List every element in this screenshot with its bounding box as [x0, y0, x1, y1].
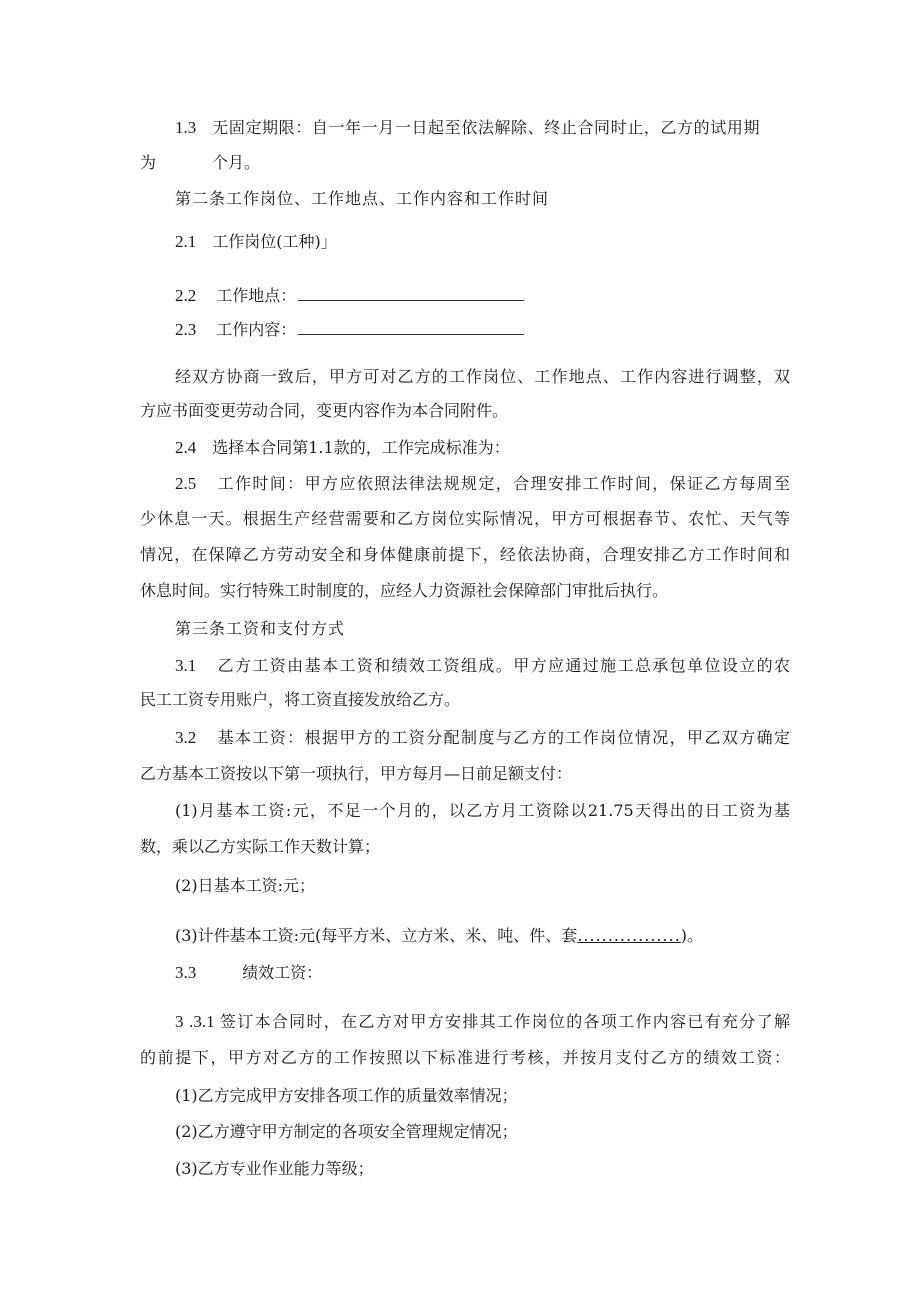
clause-3-1-line-1: [175, 655, 790, 677]
clause-3-3-1-line-2: 的前提下，甲方对乙方的工作按照以下标准进行考核，并按月支付乙方的绩效工资：: [140, 1048, 790, 1067]
clause-1-3-continuation: [140, 152, 790, 174]
clause-number: 3.1: [175, 656, 197, 675]
clause-3-3-1-line-1: [175, 1011, 790, 1033]
criterion-3: (3)乙方专业作业能力等级；: [175, 1159, 374, 1178]
work-content-blank: [298, 318, 524, 335]
criterion-1: (1)乙方完成甲方安排各项工作的质量效率情况；: [175, 1086, 518, 1105]
article-3-title: 第三条工资和支付方式: [175, 619, 346, 638]
criterion-2: (2)乙方遵守甲方制定的各项安全管理规定情况；: [175, 1122, 518, 1141]
clause-number: 3.3: [175, 963, 197, 982]
clause-text: 选择本合同第1.1款的，工作完成标准为：: [212, 438, 510, 457]
work-location-blank: [298, 284, 524, 301]
clause-text: 工作地点：: [216, 286, 297, 305]
item-1-line-1: (1)月基本工资:元，不足一个月的，以乙方月工资除以21.75天得出的日工资为基: [175, 801, 790, 820]
item-3-text: (3)计件基本工资:元(每平方米、立方米、米、吨、件、套: [175, 926, 578, 945]
clause-2-4: [175, 437, 790, 459]
article-2-title: 第二条工作岗位、工作地点、工作内容和工作时间: [175, 189, 550, 208]
clause-number: 3 .3.1: [175, 1012, 215, 1031]
item-3-end: )。: [680, 926, 704, 945]
clause-text: 乙方工资由基本工资和绩效工资组成。甲方应通过施工总承包单位设立的农: [216, 656, 790, 675]
clause-2-2: [175, 284, 790, 307]
item-3-fill-dots: .................: [577, 926, 681, 945]
paragraph-adjust-line-2: 方应书面变更劳动合同，变更内容作为本合同附件。: [140, 401, 509, 420]
clause-2-5-line-4: 休息时间。实行特殊工时制度的，应经人力资源社会保障部门审批后执行。: [140, 581, 669, 600]
clause-text: 工作时间：甲方应依照法律法规规定，合理安排工作时间，保证乙方每周至: [216, 474, 790, 493]
clause-3-2-line-1: [175, 727, 790, 749]
item-2: (2)日基本工资:元；: [175, 876, 316, 895]
clause-text: 无固定期限：自一年一月一日起至依法解除、终止合同时止，乙方的试用期: [212, 118, 761, 137]
clause-3-1-line-2: 民工工资专用账户，将工资直接发放给乙方。: [140, 690, 461, 709]
clause-2-5-line-1: [175, 473, 790, 495]
clause-number: 2.5: [175, 474, 197, 493]
paragraph-adjust-line-1: 经双方协商一致后，甲方可对乙方的工作岗位、工作地点、工作内容进行调整，双: [175, 367, 790, 386]
clause-number: 2.3: [175, 320, 197, 339]
continuation-prefix: 为: [140, 153, 157, 172]
clause-number: 2.1: [175, 232, 197, 251]
clause-text: 基本工资：根据甲方的工资分配制度与乙方的工作岗位情况，甲乙双方确定: [216, 728, 790, 747]
clause-text: 绩效工资：: [242, 963, 323, 982]
clause-text: 签订本合同时，在乙方对甲方安排其工作岗位的各项工作内容已有充分了解: [218, 1012, 790, 1031]
clause-2-1: [175, 231, 790, 253]
clause-number: 1.3: [175, 118, 197, 137]
clause-1-3: [175, 117, 790, 139]
clause-text: 工作岗位(工种)」: [212, 232, 337, 251]
clause-2-5-line-3: 情况，在保障乙方劳动安全和身体健康前提下，经依法协商，合理安排乙方工作时间和: [140, 545, 790, 564]
clause-number: 2.4: [175, 438, 197, 457]
clause-2-3: [175, 318, 790, 341]
clause-text: 工作内容：: [216, 320, 297, 339]
item-3: [175, 925, 790, 947]
clause-2-5-line-2: 少休息一天。根据生产经营需要和乙方岗位实际情况，甲方可根据春节、农忙、天气等: [140, 509, 790, 528]
clause-number: 2.2: [175, 286, 197, 305]
clause-number: 3.2: [175, 728, 197, 747]
clause-3-3: [175, 962, 790, 984]
continuation-text: 个月。: [212, 153, 261, 172]
clause-3-2-line-2: 乙方基本工资按以下第一项执行，甲方每月—日前足额支付：: [140, 764, 573, 783]
item-1-line-2: 数，乘以乙方实际工作天数计算；: [140, 837, 381, 856]
